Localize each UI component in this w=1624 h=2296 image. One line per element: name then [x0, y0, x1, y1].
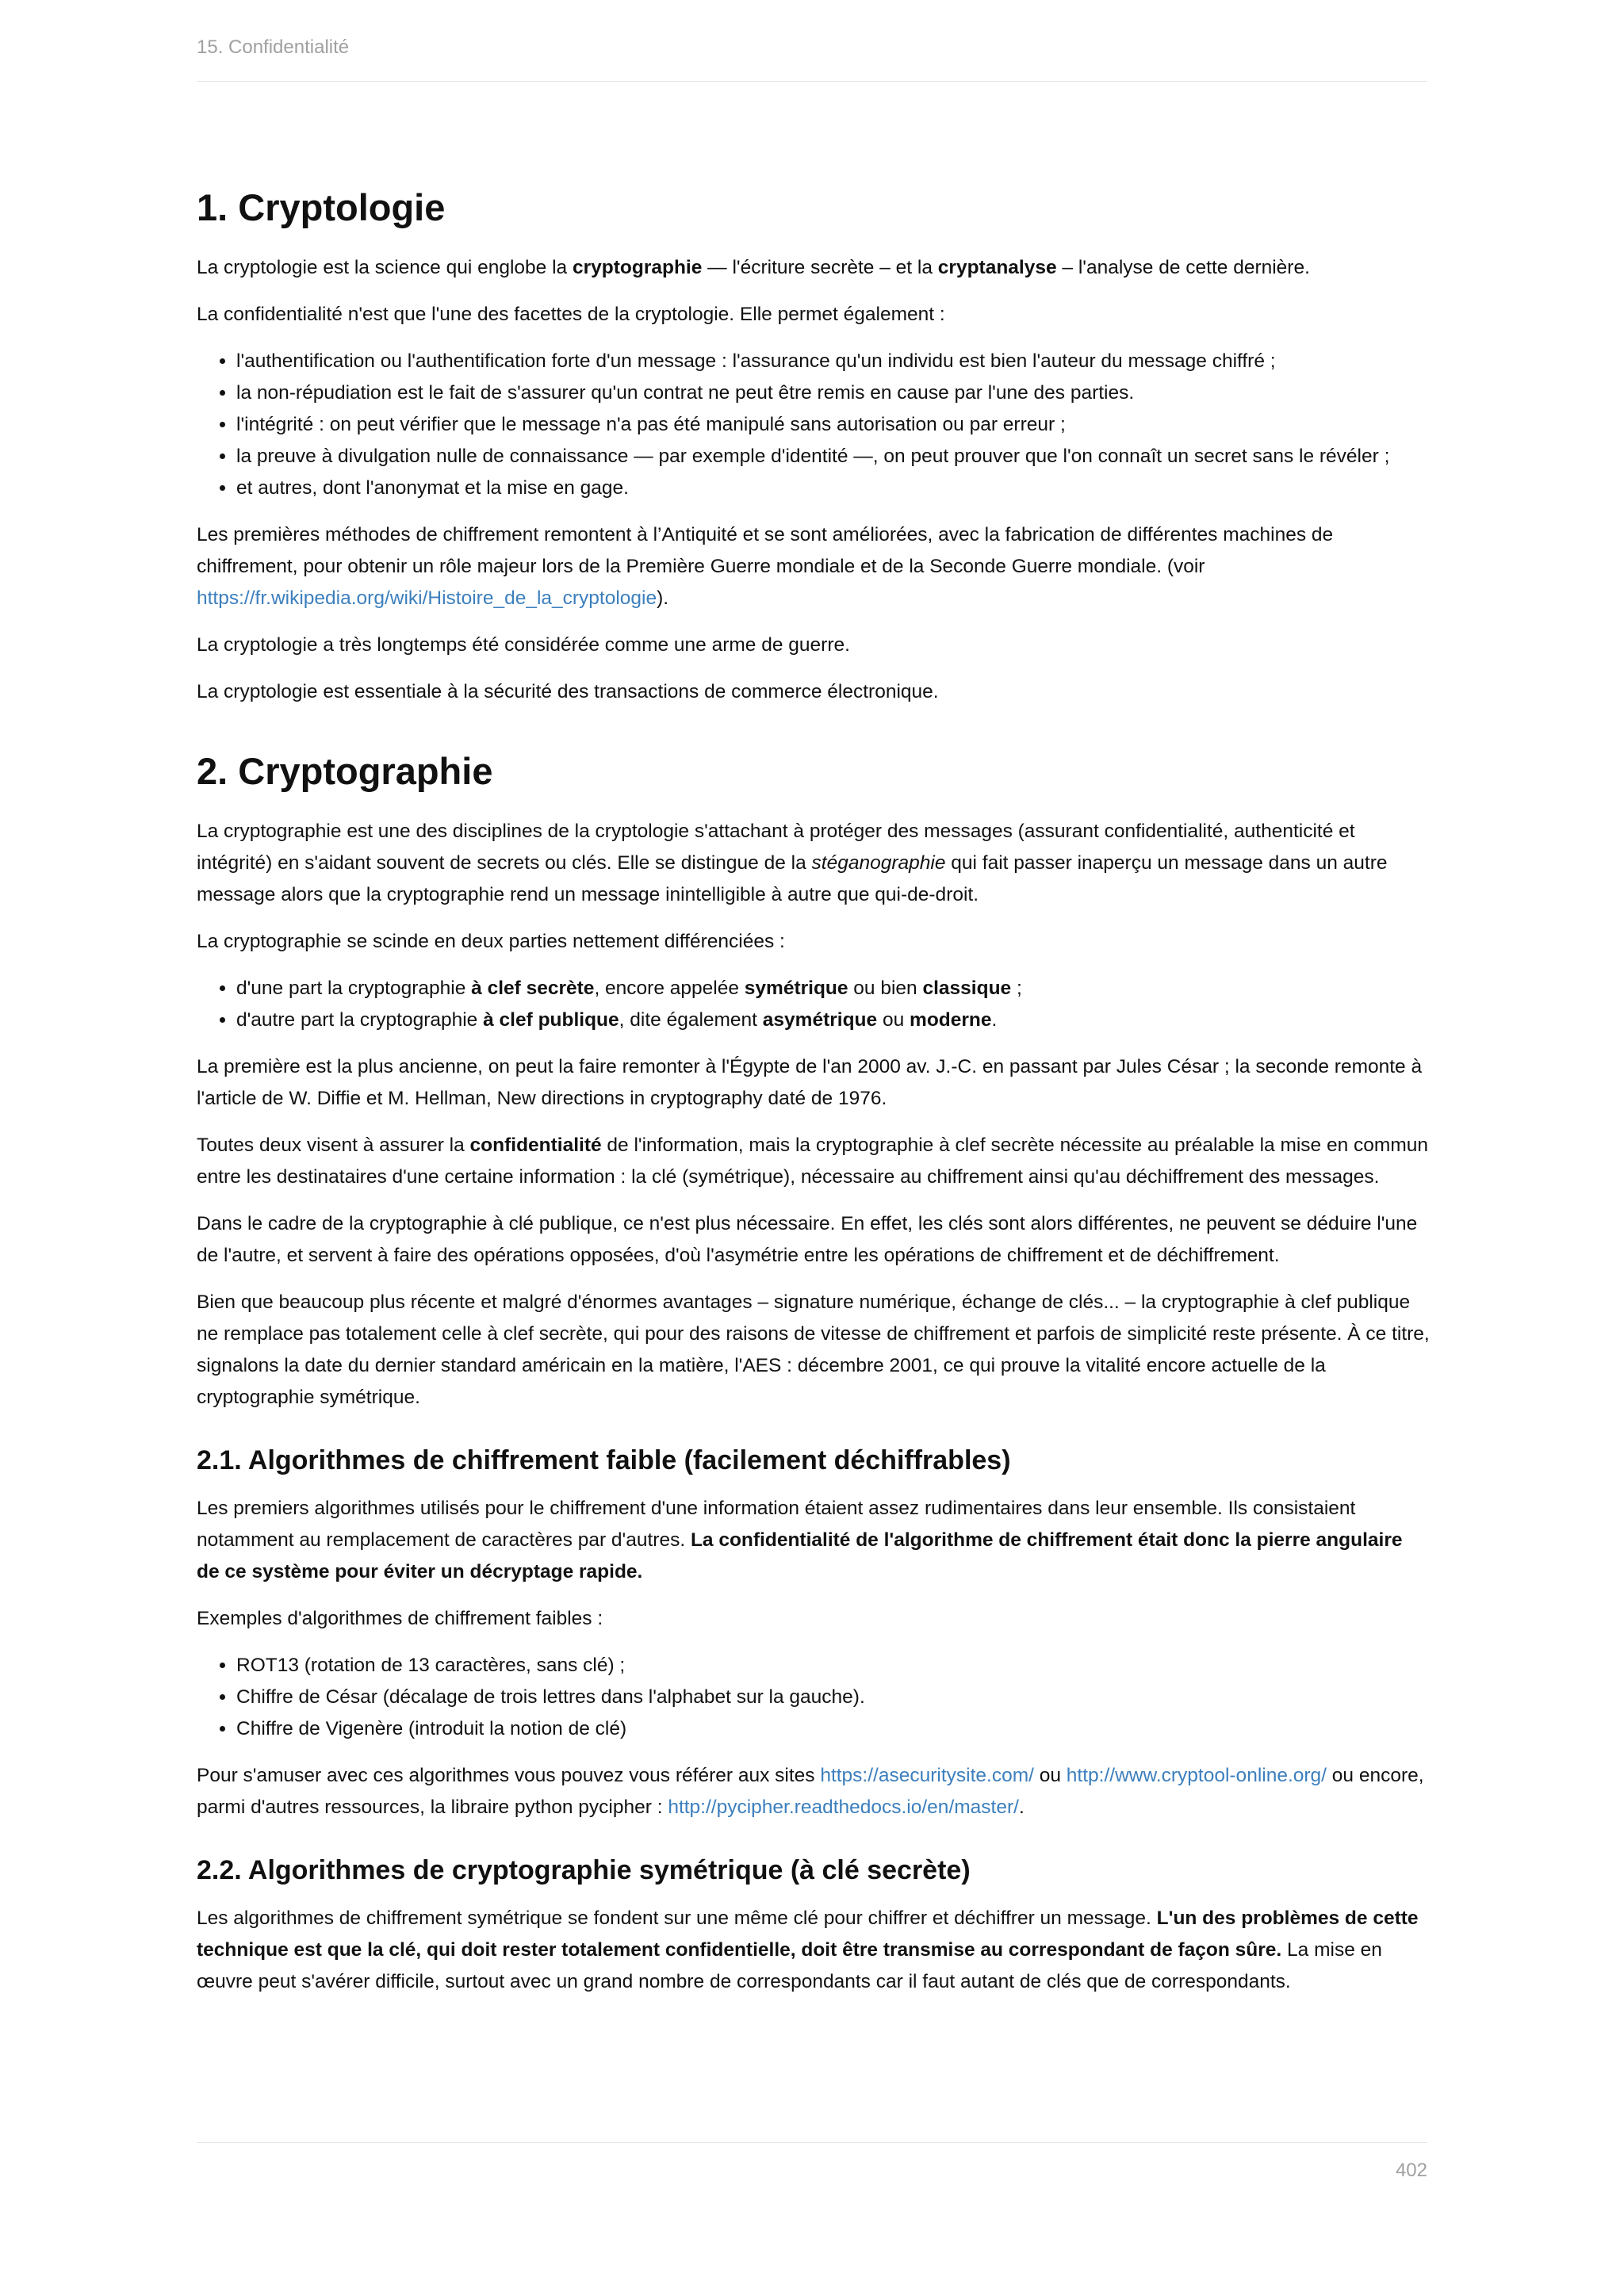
paragraph: Exemples d'algorithmes de chiffrement faibles :	[197, 1608, 603, 1629]
text-run: .	[991, 1009, 998, 1031]
paragraph: La confidentialité n'est que l'une des facettes de la cryptologie. Elle permet également :	[197, 304, 945, 325]
paragraph	[197, 252, 1430, 284]
cryptography-types-list	[197, 973, 1430, 1036]
paragraph	[197, 816, 1430, 911]
paragraph: La première est la plus ancienne, on peut la faire remonter à l'Égypte de l'an 2000 av. J.-C. en passant par Jules César ; la seconde remonte à l'article de W. Diffie et M. Hellman, New directions in cryptography daté de 1976.	[197, 1056, 1423, 1109]
italic-term: stéganographie	[811, 852, 946, 874]
bold-term: à clef secrète	[471, 978, 595, 999]
text-run: ;	[1011, 978, 1022, 999]
subsection-title-chiffrement-faible: 2.1. Algorithmes de chiffrement faible (facilement déchiffrables)	[197, 1445, 1011, 1475]
bold-term: cryptographie	[572, 257, 703, 278]
paragraph: La cryptologie a très longtemps été considérée comme une arme de guerre.	[197, 634, 850, 656]
page-footer-rule	[197, 2142, 1427, 2143]
list-item	[236, 973, 1430, 1004]
paragraph: La cryptographie se scinde en deux parties nettement différenciées :	[197, 931, 785, 952]
list-item: • et autres, dont l'anonymat et la mise en gage.	[236, 473, 1430, 504]
weak-algorithms-list	[197, 1650, 1430, 1745]
bold-statement: La confidentialité de l'algorithme de chiffrement était donc la pierre angulaire de ce système pour éviter un décryptage rapide.	[197, 1529, 1403, 1582]
text-run: La cryptographie est une des disciplines de la cryptologie s'attachant à protéger des messages (assurant confidentialité, authenticité et intégrité) en s'aidant souvent de secrets ou clés. Elle se distingue de la	[197, 821, 1355, 874]
text-run: ).	[657, 587, 669, 609]
list-item	[236, 1004, 1430, 1036]
bold-term: à clef publique	[483, 1009, 619, 1031]
paragraph	[197, 1130, 1430, 1193]
link-wikipedia-histoire[interactable]: https://fr.wikipedia.org/wiki/Histoire_de_la_cryptologie	[197, 587, 657, 609]
paragraph	[197, 519, 1430, 614]
page-number: 402	[1395, 2160, 1427, 2181]
text-run: , dite également	[619, 1009, 763, 1031]
section-title-cryptologie: 1. Cryptologie	[197, 186, 446, 228]
text-run: — l'écriture secrète – et la	[702, 257, 938, 278]
subsection-title-symetrique: 2.2. Algorithmes de cryptographie symétrique (à clé secrète)	[197, 1855, 971, 1885]
bold-statement: L'un des problèmes de cette technique est que la clé, qui doit rester totalement confidentielle, doit être transmise au correspondant de façon sûre.	[197, 1908, 1419, 1961]
bold-term: classique	[922, 978, 1012, 999]
list-item: • l'authentification ou l'authentification forte d'un message : l'assurance qu'un individu est bien l'auteur du message chiffré ;	[236, 346, 1430, 377]
text-run: Les premières méthodes de chiffrement remontent à l’Antiquité et se sont améliorées, avec la fabrication de différentes machines de chiffrement, pour obtenir un rôle majeur lors de la Première Guerre mondiale et de la Seconde Guerre mondiale. (voir	[197, 524, 1334, 577]
text-run: Les algorithmes de chiffrement symétrique se fondent sur une même clé pour chiffrer et déchiffrer un message.	[197, 1908, 1157, 1929]
text-run: Toutes deux visent à assurer la	[197, 1135, 470, 1156]
text-run: – l'analyse de cette dernière.	[1056, 257, 1310, 278]
paragraph	[197, 1903, 1430, 1998]
text-run: Pour s'amuser avec ces algorithmes vous pouvez vous référer aux sites	[197, 1765, 821, 1786]
paragraph: Dans le cadre de la cryptographie à clé publique, ce n'est plus nécessaire. En effet, les clés sont alors différentes, ne peuvent se déduire l'une de l'autre, et servent à faire des opérations opposées, d'où l'asymétrie entre les opérations de chiffrement et de déchiffrement.	[197, 1213, 1418, 1266]
link-asecuritysite[interactable]: https://asecuritysite.com/	[820, 1765, 1034, 1786]
list-item: • Chiffre de Vigenère (introduit la notion de clé)	[236, 1713, 1430, 1745]
list-item: • la non-répudiation est le fait de s'assurer qu'un contrat ne peut être remis en cause par l'une des parties.	[236, 377, 1430, 409]
text-run: .	[1018, 1797, 1025, 1818]
paragraph: Bien que beaucoup plus récente et malgré d'énormes avantages – signature numérique, échange de clés... – la cryptographie à clef publique ne remplace pas totalement celle à clef secrète, qui pour des raisons de vitesse de chiffrement et parfois de simplicité reste présente. À ce titre, signalons la date du dernier standard américain en la matière, l'AES : décembre 2001, ce qui prouve la vitalité encore actuelle de la cryptographie symétrique.	[197, 1292, 1430, 1408]
facets-list	[197, 346, 1430, 504]
text-run: ou encore, parmi d'autres ressources, la libraire python pycipher :	[197, 1765, 1424, 1818]
text-run: qui fait passer inaperçu un message dans un autre message alors que la cryptographie rend un message inintelligible à autre que qui-de-droit.	[197, 852, 1388, 905]
text-run: d'une part la cryptographie	[236, 978, 472, 999]
bold-term: asymétrique	[762, 1009, 878, 1031]
paragraph: La cryptologie est essentiale à la sécurité des transactions de commerce électronique.	[197, 681, 939, 702]
paragraph	[197, 1760, 1430, 1823]
text-run: d'autre part la cryptographie	[236, 1009, 484, 1031]
chapter-title: 15. Confidentialité	[197, 36, 350, 58]
section-title-cryptographie: 2. Cryptographie	[197, 750, 493, 792]
bold-term: moderne	[910, 1009, 992, 1031]
list-item: • la preuve à divulgation nulle de connaissance — par exemple d'identité —, on peut prouver que l'on connaît un secret sans le révéler ;	[236, 441, 1430, 473]
link-cryptool-online[interactable]: http://www.cryptool-online.org/	[1066, 1765, 1327, 1786]
bold-term: confidentialité	[469, 1135, 602, 1156]
main-content	[197, 184, 1430, 2013]
page-header	[197, 36, 1427, 82]
bold-term: symétrique	[744, 978, 848, 999]
text-run: de l'information, mais la cryptographie à clef secrète nécessite au préalable la mise en commun entre les destinataires d'une certaine information : la clé (symétrique), nécessaire au chiffrement ainsi qu'au déchiffrement des messages.	[197, 1135, 1428, 1188]
list-item: • l'intégrité : on peut vérifier que le message n'a pas été manipulé sans autorisation ou par erreur ;	[236, 409, 1430, 441]
text-run: , encore appelée	[594, 978, 745, 999]
text-run: La mise en œuvre peut s'avérer difficile, surtout avec un grand nombre de correspondants car il faut autant de clés que de correspondants.	[197, 1939, 1382, 1992]
list-item: • ROT13 (rotation de 13 caractères, sans clé) ;	[236, 1650, 1430, 1682]
text-run: ou bien	[848, 978, 923, 999]
text-run: La cryptologie est la science qui englobe la	[197, 257, 573, 278]
bold-term: cryptanalyse	[937, 257, 1057, 278]
link-pycipher-docs[interactable]: http://pycipher.readthedocs.io/en/master/	[668, 1797, 1019, 1818]
list-item: • Chiffre de César (décalage de trois lettres dans l'alphabet sur la gauche).	[236, 1682, 1430, 1713]
text-run: Les premiers algorithmes utilisés pour le chiffrement d'une information étaient assez rudimentaires dans leur ensemble. Ils consistaient notamment au remplacement de caractères par d'autres.	[197, 1498, 1356, 1551]
text-run: ou	[877, 1009, 910, 1031]
text-run: ou	[1033, 1765, 1067, 1786]
paragraph	[197, 1493, 1430, 1588]
